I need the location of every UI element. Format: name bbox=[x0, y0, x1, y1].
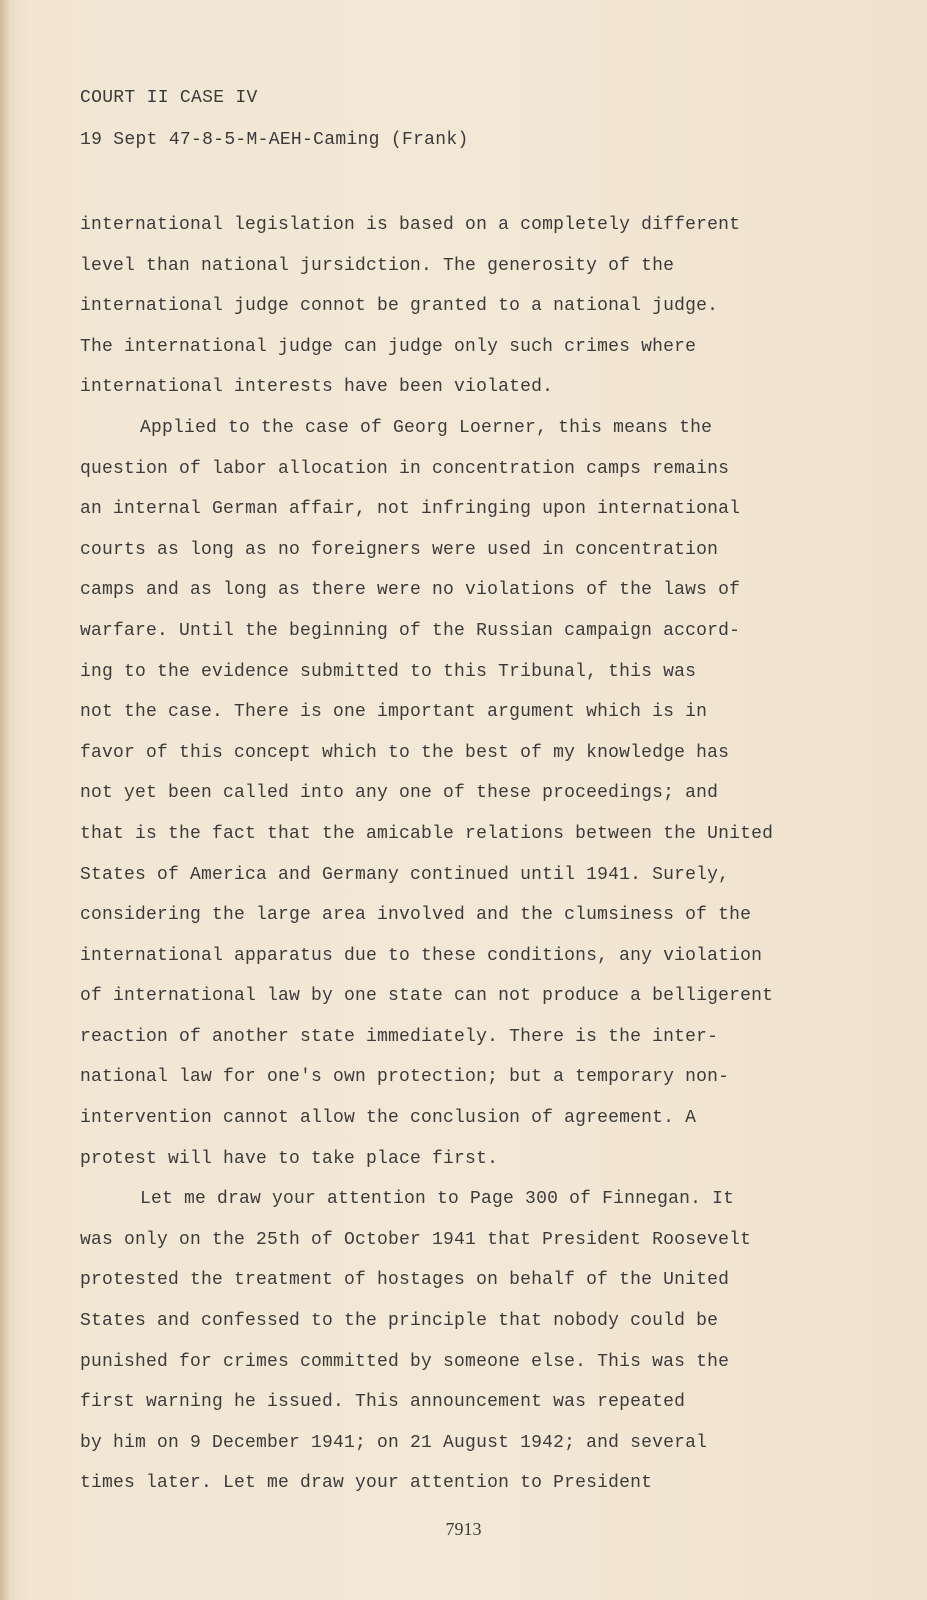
text-line: that is the fact that the amicable relations between the United bbox=[80, 823, 774, 844]
text-line: was only on the 25th of October 1941 that President Roosevelt bbox=[80, 1229, 752, 1250]
text-line: reaction of another state immediately. There is the inter- bbox=[80, 1026, 719, 1047]
text-line: international interests have been violated. bbox=[80, 377, 554, 398]
text-line: The international judge can judge only such crimes where bbox=[80, 336, 697, 357]
session-line: 19 Sept 47-8-5-M-AEH-Caming (Frank) bbox=[80, 130, 469, 150]
text-line: considering the large area involved and the clumsiness of the bbox=[80, 905, 752, 926]
text-line: not yet been called into any one of these proceedings; and bbox=[80, 783, 719, 804]
text-line: first warning he issued. This announcement was repeated bbox=[80, 1392, 686, 1413]
paragraph-start-line: Applied to the case of Georg Loerner, this means the bbox=[140, 417, 713, 438]
text-line: an internal German affair, not infringing upon international bbox=[80, 499, 741, 520]
text-line: level than national jursidction. The generosity of the bbox=[80, 255, 675, 276]
text-line: international apparatus due to these conditions, any violation bbox=[80, 945, 763, 966]
text-line: ing to the evidence submitted to this Tribunal, this was bbox=[80, 661, 697, 682]
text-line: national law for one's own protection; but a temporary non- bbox=[80, 1067, 730, 1088]
court-case-header: COURT II CASE IV bbox=[80, 88, 258, 108]
page-number: 7913 bbox=[445, 1519, 482, 1539]
text-line: intervention cannot allow the conclusion of agreement. A bbox=[80, 1108, 697, 1129]
text-line: international legislation is based on a completely different bbox=[80, 215, 741, 235]
text-line: protested the treatment of hostages on behalf of the United bbox=[80, 1270, 730, 1291]
text-line: punished for crimes committed by someone else. This was the bbox=[80, 1351, 730, 1372]
text-line: protest will have to take place first. bbox=[80, 1148, 499, 1169]
text-line: favor of this concept which to the best of my knowledge has bbox=[80, 742, 730, 763]
text-line: of international law by one state can not produce a belligerent bbox=[80, 986, 774, 1007]
text-line: times later. Let me draw your attention to President bbox=[80, 1473, 653, 1494]
text-line: not the case. There is one important argument which is in bbox=[80, 702, 708, 723]
body-text bbox=[80, 205, 860, 1504]
text-line: question of labor allocation in concentration camps remains bbox=[80, 458, 730, 479]
text-line: international judge connot be granted to a national judge. bbox=[80, 296, 719, 317]
text-line: warfare. Until the beginning of the Russian campaign accord- bbox=[80, 620, 741, 641]
text-line: camps and as long as there were no violations of the laws of bbox=[80, 580, 741, 601]
text-line: courts as long as no foreigners were used in concentration bbox=[80, 539, 719, 560]
paragraph-start-line: Let me draw your attention to Page 300 of Finnegan. It bbox=[140, 1189, 735, 1210]
text-line: States of America and Germany continued until 1941. Surely, bbox=[80, 864, 730, 885]
page-edge-shadow bbox=[0, 0, 10, 1600]
text-line: States and confessed to the principle that nobody could be bbox=[80, 1311, 719, 1332]
text-line: by him on 9 December 1941; on 21 August 1942; and several bbox=[80, 1432, 708, 1453]
